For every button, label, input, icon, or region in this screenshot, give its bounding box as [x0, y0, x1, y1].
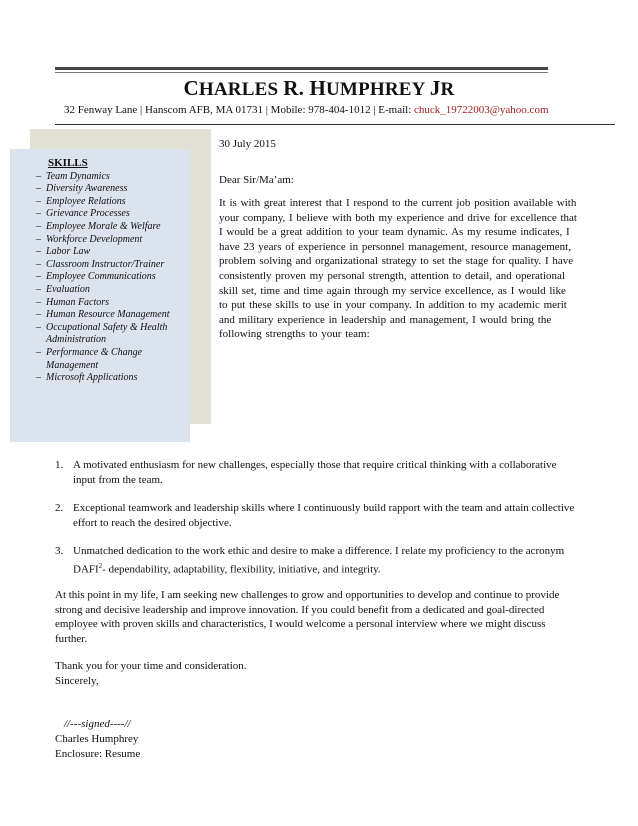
strength-text: A motivated enthusiasm for new challenges, especially those that require critical thinking with a collaborative input from the team.	[73, 459, 557, 486]
signer-block	[55, 732, 140, 761]
signer-name: Charles Humphrey	[55, 733, 139, 745]
skill-item	[36, 284, 186, 297]
dash-bullet: –	[36, 309, 41, 321]
strength-item	[55, 458, 575, 487]
header-rule-thick	[55, 67, 548, 70]
name-part: C	[183, 76, 199, 100]
strength-number: 3.	[55, 545, 64, 558]
skill-label: Employee Relations	[46, 195, 126, 207]
letter-date: 30 July 2015	[219, 138, 276, 150]
header-rule-thin	[55, 72, 548, 73]
signature: //---signed----//	[64, 718, 131, 730]
name-part: R. H	[283, 76, 327, 100]
dash-bullet: –	[36, 346, 41, 358]
strength-text-start: Unmatched dedication to the work ethic and desire to make a difference. I relate my proficiency to the acronym DAFI	[73, 545, 565, 576]
dash-bullet: –	[36, 283, 41, 295]
skill-item	[36, 196, 186, 209]
salutation: Dear Sir/Ma’am:	[219, 174, 294, 186]
superscript: 2	[98, 561, 103, 570]
skill-label: Microsoft Applications	[46, 372, 138, 384]
skills-title: SKILLS	[48, 157, 88, 169]
skill-label: Team Dynamics	[46, 170, 110, 182]
contact-line	[64, 104, 549, 116]
strengths-list	[55, 458, 575, 591]
skill-label: Classroom Instructor/Trainer	[46, 258, 165, 270]
dash-bullet: –	[36, 233, 41, 245]
email-link[interactable]: chuck_19722003@yahoo.com	[414, 104, 549, 116]
skills-section	[36, 157, 186, 385]
dash-bullet: –	[36, 170, 41, 182]
skill-item	[36, 322, 186, 347]
closing-paragraph: At this point in my life, I am seeking new challenges to grow and opportunities to develop and continue to provide strong and decisive leadership and improve innovation. If you could benefit from a dedicated and goal-directed employee with proven skills and characteristics, I would welcome a personal interview where we might discuss further.	[55, 589, 560, 645]
dash-bullet: –	[36, 246, 41, 258]
dash-bullet: –	[36, 220, 41, 232]
skill-item	[36, 221, 186, 234]
strength-text	[73, 544, 575, 577]
skill-label: Human Resource Management	[46, 309, 170, 321]
skill-label: Occupational Safety & Health Administration	[46, 321, 168, 346]
skill-item	[36, 259, 186, 272]
skill-label: Human Factors	[46, 296, 110, 308]
skill-item	[36, 234, 186, 247]
skill-label: Labor Law	[46, 246, 91, 258]
dash-bullet: –	[36, 271, 41, 283]
sign-off: Sincerely,	[55, 674, 99, 687]
dash-bullet: –	[36, 321, 41, 333]
skill-item	[36, 297, 186, 310]
name-part: UMPHREY	[326, 79, 430, 100]
skill-item	[36, 347, 186, 372]
applicant-name	[0, 76, 638, 101]
skill-item	[36, 309, 186, 322]
enclosure-note: Enclosure: Resume	[55, 747, 141, 760]
name-part: J	[429, 76, 441, 100]
name-part: R	[440, 79, 455, 100]
skill-label: Employee Communications	[46, 271, 156, 283]
contact-details: 32 Fenway Lane | Hanscom AFB, MA 01731 | Mobile: 978-404-1012 | E-mail:	[64, 104, 415, 116]
strength-item	[55, 501, 575, 530]
thanks-line: Thank you for your time and consideration.	[55, 660, 247, 672]
intro-paragraph: It is with great interest that I respond to the current job position available with your company, I believe with both my experience and drive for excellence that I would be a great addition to your team dynamic. As my resume indicates, I have 23 years of experience in personnel management, resource management, problem solving and organizational strategy to set the stage for quality. I have consistently proven my personal strength, attention to detail, and operational skill set, time and time again through my service excellence, as I would like to put these skills to use in your company. In addition to my academic merit and military experience in leadership and management, I would bring the following strengths to your team:	[219, 197, 577, 341]
strength-text-end: - dependability, adaptability, flexibility, initiative, and integrity.	[102, 563, 381, 576]
strength-number: 2.	[55, 502, 64, 515]
skill-item	[36, 372, 186, 385]
dash-bullet: –	[36, 208, 41, 220]
skill-item	[36, 246, 186, 259]
strength-item	[55, 544, 575, 577]
skill-item	[36, 183, 186, 196]
dash-bullet: –	[36, 183, 41, 195]
skill-label: Diversity Awareness	[46, 183, 128, 195]
skill-label: Employee Morale & Welfare	[46, 220, 161, 232]
skill-label: Grievance Processes	[46, 208, 130, 220]
strength-text: Exceptional teamwork and leadership skills where I continuously build rapport with the team and attain collective effort to reach the desired objective.	[73, 502, 575, 529]
skill-item	[36, 171, 186, 184]
dash-bullet: –	[36, 195, 41, 207]
contact-rule	[55, 124, 615, 125]
skill-label: Workforce Development	[46, 233, 143, 245]
thanks-block	[55, 659, 247, 688]
skill-label: Evaluation	[46, 283, 90, 295]
dash-bullet: –	[36, 372, 41, 384]
skill-item	[36, 208, 186, 221]
skill-label: Performance & Change Management	[46, 346, 143, 371]
skill-item	[36, 271, 186, 284]
strength-number: 1.	[55, 459, 64, 471]
name-part: HARLES	[198, 79, 284, 100]
dash-bullet: –	[36, 258, 41, 270]
skills-list	[36, 171, 186, 385]
dash-bullet: –	[36, 296, 41, 308]
